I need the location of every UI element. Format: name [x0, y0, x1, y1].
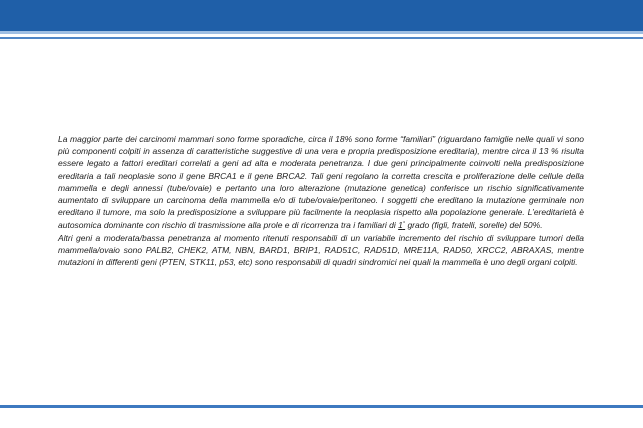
header-divider — [0, 37, 643, 39]
degree-symbol: ° — [402, 221, 406, 228]
body-text — [58, 133, 584, 268]
slide-header-band — [0, 0, 643, 34]
degree-number: 1° — [398, 220, 406, 231]
paragraph-inheritance — [58, 133, 584, 232]
footer-divider — [0, 405, 643, 408]
paragraph-other-genes: Altri geni a moderata/bassa penetranza al momento ritenuti responsabili di un variabile incremento del rischio di sviluppare tumori della mammella/ovaio sono PALB2, CHEK2, ATM, NBN, BARD1, BRIP1, RAD51C, RAD51D, MRE11A, RAD50, XRCC2, ABRAXAS, mentre mutazioni in differenti geni (PTEN, STK11, p53, etc) sono responsabili di quadri sindromici nei quali la mammella è uno degli organi colpiti. — [58, 232, 584, 268]
paragraph-inheritance-end: grado (figli, fratelli, sorelle) del 50%. — [405, 220, 543, 231]
paragraph-inheritance-text: La maggior parte dei carcinomi mammari sono forme sporadiche, circa il 18% sono forme “familiari” (riguardano famiglie nelle quali vi sono più componenti colpiti in assenza di caratteristiche suggestive di una vera e propria predisposizione ereditaria), mentre circa il 13 % risulta essere legato a fattori ereditari correlati a geni ad alta e moderata penetranza. I due geni principalmente coinvolti nella predisposizione ereditaria a tali neoplasie sono il gene BRCA1 e il gene BRCA2. Tali geni regolano la corretta crescita e proliferazione delle cellule della mammella e degli annessi (tube/ovaie) e pertanto una loro alterazione (mutazione genetica) conferisce un rischio significativamente aumentato di sviluppare un carcinoma della mammella e/o di tube/ovaie/peritoneo. I soggetti che ereditano la mutazione germinale non ereditano il tumore, ma solo la predisposizione a sviluppare più facilmente la neoplasia rispetto alla popolazione generale. L’ereditarietà è autosomica dominante con rischio di trasmissione alla prole e di ricorrenza tra i familiari di — [58, 134, 584, 231]
